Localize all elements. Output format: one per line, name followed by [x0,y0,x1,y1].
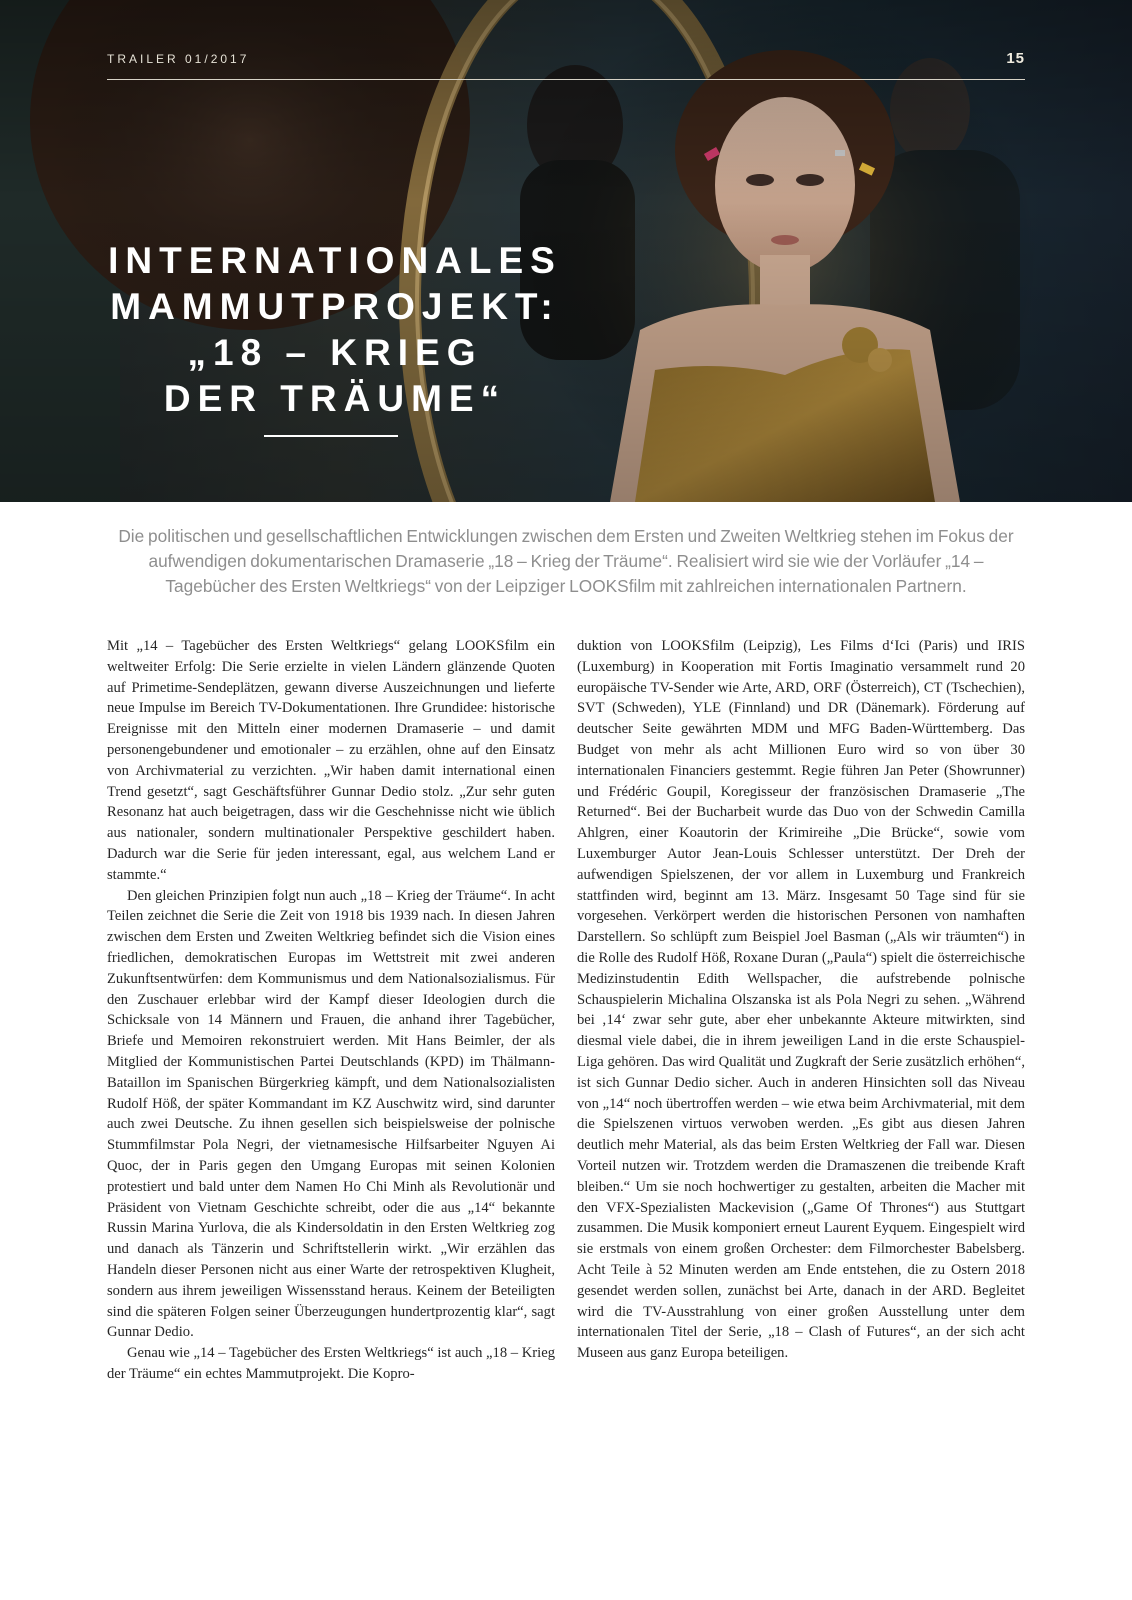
body-paragraph: Genau wie „14 – Tagebücher des Ersten Weltkriegs“ ist auch „18 – Krieg der Träume“ ein echtes Mammutprojekt. Die Kopro- [107,1345,555,1382]
header-divider [107,79,1025,80]
body-paragraph: Den gleichen Prinzipien folgt nun auch „18 – Krieg der Träume“. In acht Teilen zeichnet die Serie die Zeit von 1918 bis 1939 nach. In diesen Jahren zwischen dem Ersten und Zweiten Weltkrieg befindet sich die Vision eines friedlichen, demokratischen Europas im Wettstreit mit zwei anderen Zukunftsentwürfen: dem Kommunismus und dem Nationalsozialismus. Für den Zuschauer erlebbar wird der Kampf dieser Ideologien durch die Schicksale von 14 Männern und Frauen, die anhand ihrer Tagebücher, Briefe und Memoiren rekonstruiert werden. Mit Hans Beimler, der als Mitglied der Kommunistischen Partei Deutschlands (KPD) im Thälmann-Bataillon im Spanischen Bürgerkrieg kämpft, und dem Nationalsozialisten Rudolf Höß, der später Kommandant im KZ Auschwitz wird, sind darunter auch zwei Deutsche. Zu ihnen gesellen sich beispielsweise der polnische Stummfilmstar Pola Negri, der vietnamesische Hilfsarbeiter Nguyen Ai Quoc, der in Paris gegen den Umgang Europas mit seinen Kolonien protestiert und bald unter dem Namen Ho Chi Minh als Revolutionär und Präsident von Vietnam Geschichte schreibt, oder die aus „14“ bekannte Russin Marina Yurlova, die als Kindersoldatin in den Ersten Weltkrieg zog und danach als Tänzerin und Schriftstellerin wirkt. „Wir erzählen das Handeln dieser Personen nicht aus einer Warte der retrospektiven Klugheit, sondern aus ihrem jeweiligen Wissensstand heraus. Keinem der Beteiligten sind die späteren Folgen seiner Überzeugungen hundertprozentig klar“, sagt Gunnar Dedio. [107,887,555,1341]
title-line: MAMMUTPROJEKT: [110,286,560,327]
hero-image [0,0,1132,502]
body-column-right [577,636,1025,1364]
body-column-left [107,636,555,1385]
body-paragraph: Mit „14 – Tagebücher des Ersten Weltkriegs“ gelang LOOKSfilm ein weltweiter Erfolg: Die Serie erzielte in vielen Ländern glänzende Quoten auf Primetime-Sendeplätzen, gewann diverse Auszeichnungen und lieferte neue Impulse im Bereich TV-Dokumentationen. Ihre Grundidee: historische Ereignisse mit den Mitteln einer modernen Dramaserie – und damit personengebundener und emotionaler – zu erzählen, ohne auf den Einsatz von Archivmaterial zu verzichten. „Wir haben damit international einen Trend gesetzt“, sagt Geschäftsführer Gunnar Dedio stolz. „Zur sehr guten Resonanz hat auch beigetragen, dass wir die Geschehnisse nicht wie üblich aus nationaler, sondern multinationaler Perspektive geschildert haben. Dadurch war die Serie für jeden interessant, egal, aus welchem Land er stammte.“ [107,638,555,883]
title-line: „18 – KRIEG [187,332,483,373]
page-number: 15 [1006,50,1025,67]
lead-paragraph: Die politischen und gesellschaftlichen Entwicklungen zwischen dem Ersten und Zweiten Weltkrieg stehen im Fokus der aufwendigen dokumentarischen Dramaserie „18 – Krieg der Träume“. Realisiert wird sie wie der Vorläufer „14 – Tagebücher des Ersten Weltkriegs“ von der Leipziger LOOKSfilm mit zahlreichen internationalen Partnern. [118,526,1014,596]
article-title [95,238,575,422]
title-line: DER TRÄUME“ [163,378,507,419]
title-line: INTERNATIONALES [108,240,562,281]
body-paragraph: duktion von LOOKSfilm (Leipzig), Les Films d‘Ici (Paris) und IRIS (Luxemburg) in Kooperation mit Fortis Imaginatio versammelt rund 20 europäische TV-Sender wie Arte, ARD, ORF (Österreich), CT (Tschechien), SVT (Schweden), YLE (Finnland) und DR (Dänemark). Förderung auf deutscher Seite gewährten MDM und MFG Baden-Württemberg. Das Budget von mehr als acht Millionen Euro wird so von über 30 internationalen Financiers gestemmt. Regie führen Jan Peter (Showrunner) und Frédéric Goupil, Koregisseur der französischen Dramaserie „The Returned“. Bei der Bucharbeit wurde das Duo von der Schwedin Camilla Ahlgren, einer Koautorin der Krimireihe „Die Brücke“, sowie vom Luxemburger Autor Jean-Louis Schlesser unterstützt. Der Dreh der aufwendigen Spielszenen, der vor allem in Luxemburg und Frankreich stattfinden wird, beginnt am 13. März. Insgesamt 50 Tage sind für sie vorgesehen. Verkörpert werden die historischen Personen von namhaften Darstellern. So schlüpft zum Beispiel Joel Basman („Als wir träumten“) in die Rolle des Rudolf Höß, Roxane Duran („Paula“) spielt die österreichische Medizinstudentin Edith Wellspacher, die aufstrebende polnische Schauspielerin Michalina Olszanska ist als Pola Negri zu sehen. „Während bei ‚14‘ zwar sehr gute, aber eher unbekannte Akteure mitwirkten, sind diesmal viele dabei, die in ihrem jeweiligen Land in die erste Schauspiel-Liga gehören. Das wird Qualität und Zugkraft der Serie zusätzlich erhöhen“, ist sich Gunnar Dedio sicher. Auch in anderen Hinsichten soll das Niveau von „14“ noch übertroffen werden – wie etwa beim Archivmaterial, mit dem die Spielszenen virtuos verwoben werden. „Es gibt aus diesen Jahren deutlich mehr Material, als das beim Ersten Weltkrieg der Fall war. Diesen Vorteil nutzen wir. Trotzdem werden die Dramaszenen die treibende Kraft bleiben.“ Um sie noch hochwertiger zu gestalten, arbeiten die Macher mit den VFX-Spezialisten Mackevision („Game Of Thrones“) aus Stuttgart zusammen. Die Musik komponiert erneut Laurent Eyquem. Eingespielt wird sie erstmals von einem großen Orchester: dem Filmorchester Babelsberg. Acht Teile à 52 Minuten werden am Ende entstehen, die zu Ostern 2018 gesendet werden sollen, zunächst bei Arte, danach in der ARD. Begleitet wird die TV-Ausstrahlung von einer großen Ausstellung unter dem internationalen Titel der Serie, „18 – Clash of Futures“, an der sich acht Museen aus ganz Europa beteiligen. [577,638,1025,1362]
title-underline [264,435,398,437]
running-head: TRAILER 01/2017 [107,52,250,66]
